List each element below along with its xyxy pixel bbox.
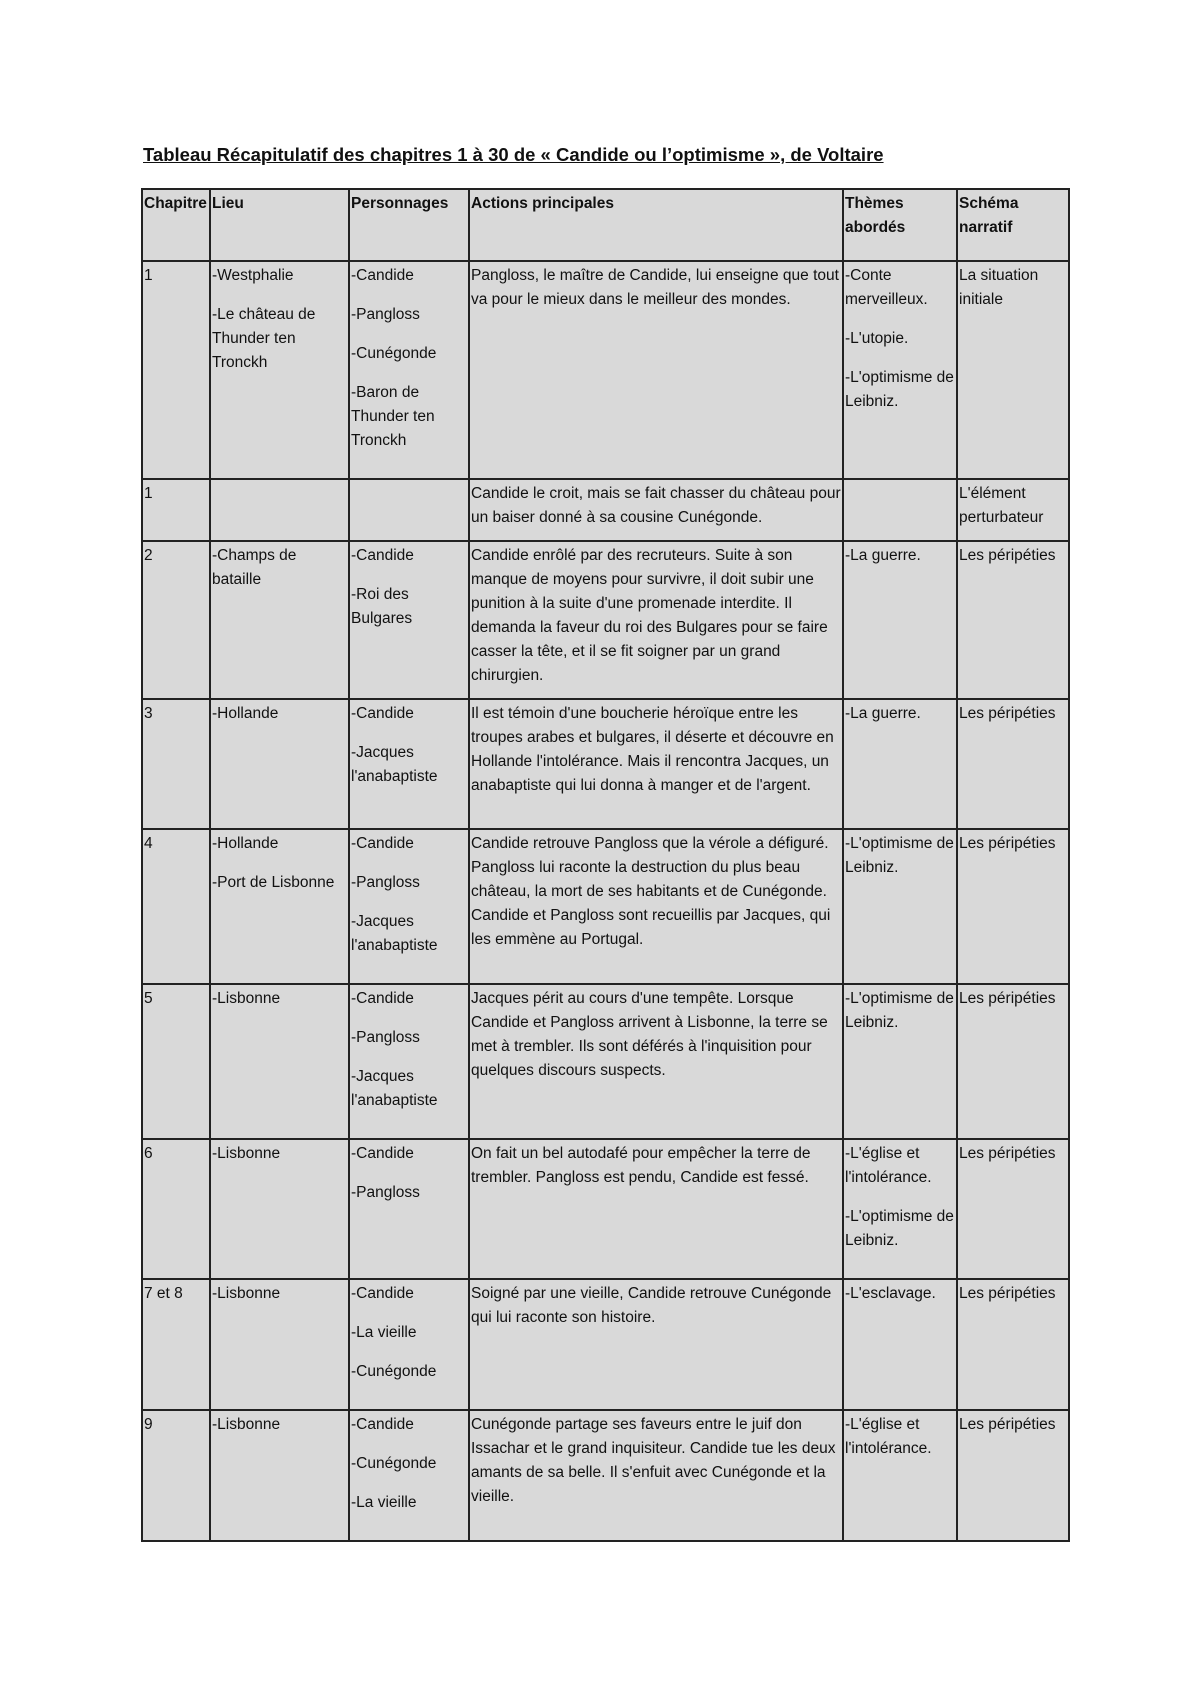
themes-cell [843,1410,957,1541]
header-themes: Thèmes abordés [843,189,957,261]
theme-item: -La guerre. [845,547,921,564]
lieu-cell [210,699,349,829]
header-chapitre: Chapitre [142,189,210,261]
personnages-cell [349,1279,469,1410]
personnages-cell [349,479,469,541]
lieu-cell [210,984,349,1139]
actions-cell: Jacques périt au cours d'une tempête. Lorsque Candide et Pangloss arrivent à Lisbonne, la terre se met à trembler. Ils sont déférés à l'inquisition pour quelques discours suspects. [469,984,843,1139]
schema-cell: Les péripéties [957,1279,1069,1410]
personnage-item: -Jacques l'anabaptiste [351,913,438,954]
chapter-cell: 7 et 8 [142,1279,210,1410]
actions-cell: Soigné par une vieille, Candide retrouve Cunégonde qui lui raconte son histoire. [469,1279,843,1410]
table-row [142,261,1069,479]
chapter-cell: 1 [142,261,210,479]
chapter-cell: 1 [142,479,210,541]
personnages-cell [349,699,469,829]
schema-cell: L'élément perturbateur [957,479,1069,541]
table-row [142,699,1069,829]
theme-item: -L'optimisme de Leibniz. [845,1208,954,1249]
personnages-cell [349,261,469,479]
lieu-cell [210,479,349,541]
header-schema: Schéma narratif [957,189,1069,261]
schema-cell: Les péripéties [957,699,1069,829]
personnage-item: -Candide [351,1416,414,1433]
personnage-item: -Candide [351,835,414,852]
lieu-cell [210,261,349,479]
chapter-cell: 5 [142,984,210,1139]
personnage-item: -Pangloss [351,306,420,323]
personnage-item: -Cunégonde [351,1455,437,1472]
personnage-item: -La vieille [351,1324,417,1341]
schema-cell: Les péripéties [957,984,1069,1139]
personnage-item: -Roi des Bulgares [351,586,413,627]
schema-cell: Les péripéties [957,1139,1069,1279]
actions-cell: Candide le croit, mais se fait chasser du château pour un baiser donné à sa cousine Cunégonde. [469,479,843,541]
actions-cell: Il est témoin d'une boucherie héroïque entre les troupes arabes et bulgares, il déserte et découvre en Hollande l'intolérance. Mais il rencontra Jacques, un anabaptiste qui lui donna à manger et de l'argent. [469,699,843,829]
table-row [142,479,1069,541]
theme-item: -L'esclavage. [845,1285,936,1302]
table-row [142,1139,1069,1279]
chapter-cell: 3 [142,699,210,829]
personnage-item: -Candide [351,267,414,284]
personnage-item: -Jacques l'anabaptiste [351,744,438,785]
personnage-item: -Candide [351,547,414,564]
lieu-item: -Lisbonne [212,1285,281,1302]
schema-cell: Les péripéties [957,541,1069,699]
chapter-cell: 2 [142,541,210,699]
table-row [142,1279,1069,1410]
personnages-cell [349,1410,469,1541]
table-row [142,984,1069,1139]
chapter-cell: 9 [142,1410,210,1541]
lieu-cell [210,1279,349,1410]
personnage-item: -Candide [351,705,414,722]
themes-cell [843,479,957,541]
lieu-item: -Hollande [212,705,279,722]
lieu-cell [210,829,349,984]
personnage-item: -Pangloss [351,1029,420,1046]
theme-item: -L'optimisme de Leibniz. [845,835,954,876]
table-row [142,829,1069,984]
themes-cell [843,541,957,699]
personnages-cell [349,984,469,1139]
personnage-item: -Baron de Thunder ten Tronckh [351,384,435,449]
chapter-cell: 4 [142,829,210,984]
personnage-item: -La vieille [351,1494,417,1511]
schema-cell: La situation initiale [957,261,1069,479]
personnage-item: -Pangloss [351,874,420,891]
themes-cell [843,1279,957,1410]
actions-cell: Candide enrôlé par des recruteurs. Suite à son manque de moyens pour survivre, il doit subir une punition à la suite d'une promenade interdite. Il demanda la faveur du roi des Bulgares pour se faire casser la tête, et il se fit soigner par un grand chirurgien. [469,541,843,699]
theme-item: -La guerre. [845,705,921,722]
theme-item: -L'optimisme de Leibniz. [845,990,954,1031]
schema-cell: Les péripéties [957,1410,1069,1541]
lieu-item: -Le château de Thunder ten Tronckh [212,306,316,371]
lieu-cell [210,1410,349,1541]
personnage-item: -Candide [351,1145,414,1162]
themes-cell [843,984,957,1139]
personnage-item: -Cunégonde [351,345,437,362]
theme-item: -L'église et l'intolérance. [845,1416,932,1457]
personnage-item: -Pangloss [351,1184,420,1201]
lieu-cell [210,1139,349,1279]
theme-item: -L'église et l'intolérance. [845,1145,932,1186]
page-title: Tableau Récapitulatif des chapitres 1 à 30 de « Candide ou l’optimisme », de Voltaire [143,144,884,165]
header-personnages: Personnages [349,189,469,261]
personnages-cell [349,1139,469,1279]
schema-cell: Les péripéties [957,829,1069,984]
actions-cell: Pangloss, le maître de Candide, lui enseigne que tout va pour le mieux dans le meilleur des mondes. [469,261,843,479]
actions-cell: Cunégonde partage ses faveurs entre le juif don Issachar et le grand inquisiteur. Candide tue les deux amants de sa belle. Il s'enfuit avec Cunégonde et la vieille. [469,1410,843,1541]
lieu-item: -Port de Lisbonne [212,874,335,891]
lieu-cell [210,541,349,699]
lieu-item: -Hollande [212,835,279,852]
chapter-cell: 6 [142,1139,210,1279]
lieu-item: -Lisbonne [212,1416,281,1433]
lieu-item: -Westphalie [212,267,294,284]
table-row [142,1410,1069,1541]
personnage-item: -Cunégonde [351,1363,437,1380]
table-header-row [142,189,1069,261]
themes-cell [843,829,957,984]
header-actions: Actions principales [469,189,843,261]
theme-item: -L'utopie. [845,330,909,347]
themes-cell [843,261,957,479]
lieu-item: -Champs de bataille [212,547,297,588]
personnage-item: -Candide [351,990,414,1007]
summary-table [141,188,1070,1542]
theme-item: -Conte merveilleux. [845,267,928,308]
actions-cell: Candide retrouve Pangloss que la vérole a défiguré. Pangloss lui raconte la destruction du plus beau château, la mort de ses habitants et de Cunégonde. Candide et Pangloss sont recueillis par Jacques, qui les emmène au Portugal. [469,829,843,984]
table-row [142,541,1069,699]
themes-cell [843,1139,957,1279]
header-lieu: Lieu [210,189,349,261]
lieu-item: -Lisbonne [212,1145,281,1162]
personnage-item: -Jacques l'anabaptiste [351,1068,438,1109]
personnages-cell [349,541,469,699]
themes-cell [843,699,957,829]
theme-item: -L'optimisme de Leibniz. [845,369,954,410]
lieu-item: -Lisbonne [212,990,281,1007]
personnages-cell [349,829,469,984]
actions-cell: On fait un bel autodafé pour empêcher la terre de trembler. Pangloss est pendu, Candide est fessé. [469,1139,843,1279]
personnage-item: -Candide [351,1285,414,1302]
